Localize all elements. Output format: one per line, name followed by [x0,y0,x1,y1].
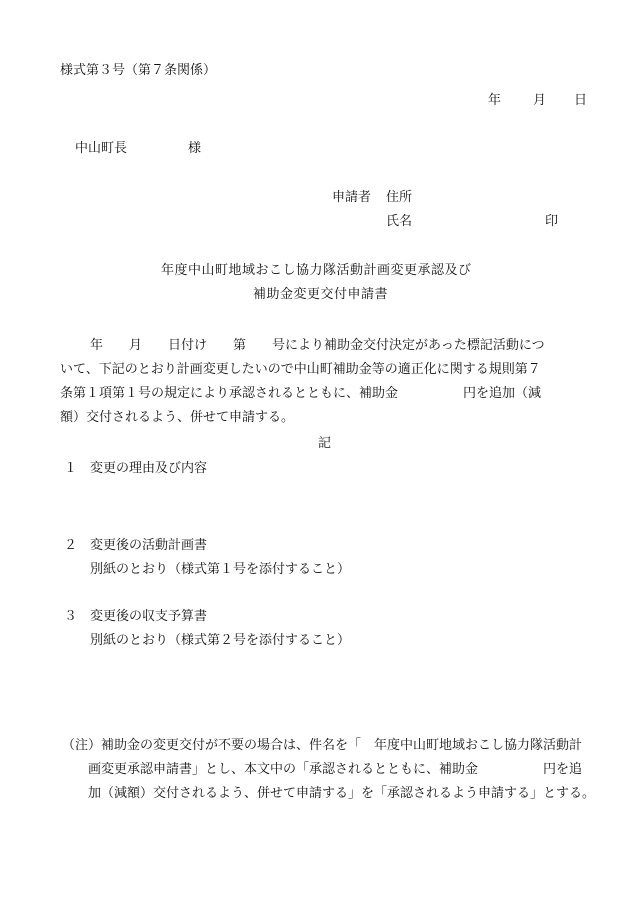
item-1-title: 変更の理由及び内容 [90,461,208,476]
applicant-seal: 印 [545,214,559,229]
date-year: 年 [488,93,502,108]
item-2-detail: 別紙のとおり（様式第１号を添付すること） [90,562,351,577]
applicant-address-label: 住所 [386,190,413,205]
applicant-label: 申請者 [332,190,372,205]
body-line-1: 年 月 日付け 第 号により補助金交付決定があった標記活動につ [90,338,545,353]
date-day: 日 [574,93,588,108]
item-3-detail: 別紙のとおり（様式第２号を添付すること） [90,633,351,648]
ki-heading: 記 [318,436,332,451]
form-label: 様式第３号（第７条関係） [60,63,217,78]
addressee-name: 中山町長 [75,141,128,156]
document-title-line2: 補助金変更交付申請書 [253,287,389,302]
applicant-name-label: 氏名 [386,214,413,229]
note-line-3: 加（減額）交付されるよう、併せて申請する」を「承認されるよう申請する」とする。 [88,786,596,801]
body-line-4: 額）交付されるよう、併せて申請する。 [60,410,295,425]
document-title-line1: 年度中山町地域おこし協力隊活動計画変更承認及び [161,263,472,278]
item-1-number: １ [64,461,78,476]
item-3-title: 変更後の収支予算書 [90,609,208,624]
note-line-1: （注）補助金の変更交付が不要の場合は、件名を「 年度中山町地域おこし協力隊活動計 [62,738,583,753]
body-line-3: 条第１項第１号の規定により承認されるとともに、補助金 円を追加（減 [60,386,542,401]
date-month: 月 [533,93,547,108]
item-2-title: 変更後の活動計画書 [90,538,208,553]
note-line-2: 画変更承認申請書」とし、本文中の「承認されるとともに、補助金 円を追 [88,762,583,777]
body-line-2: いて、下記のとおり計画変更したいので中山町補助金等の適正化に関する規則第７ [60,362,541,377]
addressee-honorific: 様 [188,141,202,156]
item-2-number: ２ [64,538,78,553]
item-3-number: ３ [64,609,78,624]
